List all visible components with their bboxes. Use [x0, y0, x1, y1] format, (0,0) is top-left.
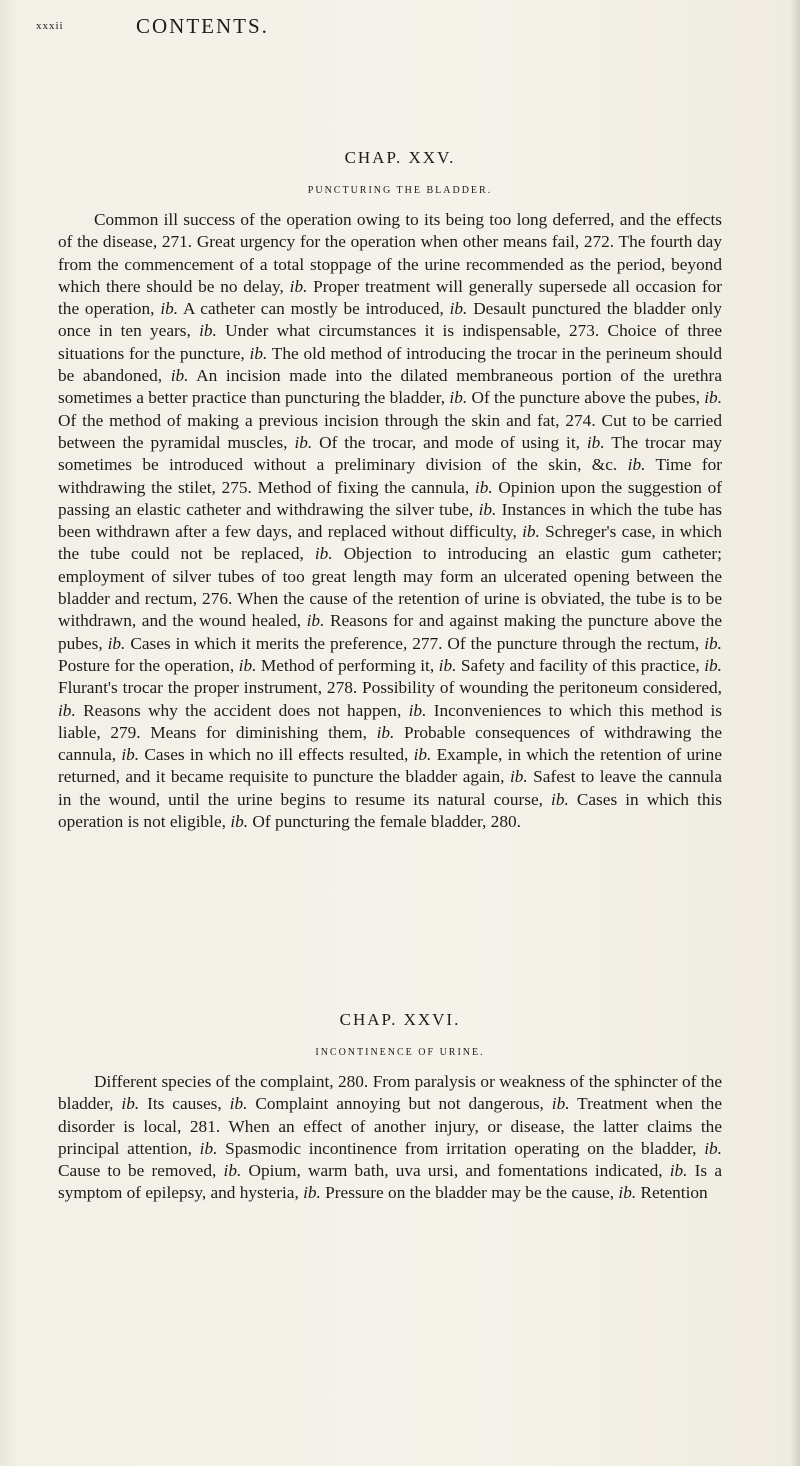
chapter-subtitle: INCONTINENCE OF URINE. — [315, 1047, 485, 1058]
chapter-summary: Different species of the complaint, 280. From paralysis or weakness of the sphincter of the bladder, ib. Its causes, ib. Complaint annoying but not dangerous, ib. Treatment when the disorder is local, 281. When an effect of another injury, or disease, the latter claims the principal attention, ib. Spasmodic incontinence from irritation operating on the bladder, ib. Cause to be removed, ib. Opium, warm bath, uva ursi, and fomentations indicated, ib. Is a symptom of epilepsy, and hysteria, ib. Pressure on the bladder may be the cause, ib. Retention — [58, 1072, 723, 1203]
chapter-heading: CHAP. XXV. — [344, 148, 456, 167]
ibid-abbreviation: ib. — [413, 745, 432, 765]
ibid-abbreviation: ib. — [618, 1183, 637, 1203]
ibid-abbreviation: ib. — [509, 767, 528, 787]
ibid-abbreviation: ib. — [230, 812, 249, 832]
ibid-abbreviation: ib. — [314, 544, 333, 564]
ibid-abbreviation: ib. — [551, 789, 569, 809]
ibid-abbreviation: ib. — [121, 745, 140, 765]
ibid-abbreviation: ib. — [199, 1138, 218, 1158]
ibid-abbreviation: ib. — [58, 700, 76, 720]
ibid-abbreviation: ib. — [669, 1161, 688, 1181]
running-title: CONTENTS. — [136, 14, 269, 38]
chapter-summary: Common ill success of the operation owing to its being too long deferred, and the effects of the disease, 271. Great urgency for the operation when other means fail, 272. The fourth day from the commencement of a total stoppage of the urine recommended as the period, beyond which there should be no delay, ib. Proper treatment will generally supersede all occasion for the operation, ib. A catheter can mostly be introduced, ib. Desault punctured the bladder only once in ten years, ib. Under what circumstances it is indispensable, 273. Choice of three situations for the puncture, ib. The old method of introducing the trocar in the perineum should be abandoned, ib. An incision made into the dilated membraneous portion of the urethra sometimes a better practice than puncturing the bladder, ib. Of the puncture above the pubes, ib. Of the method of making a previous incision through the skin and fat, 274. Cut to be carried between the pyramidal muscles, ib. Of the trocar, and mode of using it, ib. The trocar may sometimes be introduced without a preliminary division of the skin, &c. ib. Time for withdrawing the stilet, 275. Method of fixing the cannula, ib. Opinion upon the suggestion of passing an elastic catheter and withdrawing the silver tube, ib. Instances in which the tube has been withdrawn after a few days, and replaced without difficulty, ib. Schreger's case, in which the tube could not be replaced, ib. Objection to introducing an elastic gum catheter; employment of silver tubes of too great length may form an ulcerated opening between the bladder and rectum, 276. When the cause of the retention of urine is obviated, the tube is to be withdrawn, and the wound healed, ib. Reasons for and against making the puncture above the pubes, ib. Cases in which it merits the preference, 277. Of the puncture through the rectum, ib. Posture for the operation, ib. Method of performing it, ib. Safety and facility of this practice, ib. Flurant's trocar the proper instrument, 278. Possibility of wounding the peritoneum considered, ib. Reasons why the accident does not happen, ib. Inconveniences to which this method is liable, 279. Means for diminishing them, ib. Probable consequences of withdrawing the cannula, ib. Cases in which no ill effects resulted, ib. Example, in which the retention of urine returned, and it became requisite to puncture the bladder again, ib. Safest to leave the cannula in the wound, until the urine begins to resume its natural course, ib. Cases in which this operation is not eligible, ib. Of puncturing the female bladder, 280. — [58, 210, 723, 832]
ibid-abbreviation: ib. — [704, 1138, 722, 1158]
ibid-abbreviation: ib. — [522, 522, 540, 542]
ibid-abbreviation: ib. — [223, 1161, 242, 1181]
ibid-abbreviation: ib. — [306, 611, 325, 631]
ibid-abbreviation: ib. — [474, 477, 493, 497]
ibid-abbreviation: ib. — [704, 633, 722, 653]
ibid-abbreviation: ib. — [238, 655, 257, 675]
ibid-abbreviation: ib. — [376, 722, 395, 742]
ibid-abbreviation: ib. — [449, 388, 468, 408]
ibid-abbreviation: ib. — [170, 366, 189, 386]
running-head — [36, 14, 556, 40]
ibid-abbreviation: ib. — [438, 655, 457, 675]
ibid-abbreviation: ib. — [289, 276, 308, 296]
ibid-abbreviation: ib. — [107, 633, 126, 653]
ibid-abbreviation: ib. — [704, 388, 723, 408]
ibid-abbreviation: ib. — [627, 455, 646, 475]
ibid-abbreviation: ib. — [408, 700, 427, 720]
page-folio: xxxii — [36, 20, 64, 32]
ibid-abbreviation: ib. — [303, 1183, 321, 1203]
ibid-abbreviation: ib. — [121, 1094, 140, 1114]
ibid-abbreviation: ib. — [704, 655, 722, 675]
ibid-abbreviation: ib. — [160, 299, 179, 319]
ibid-abbreviation: ib. — [586, 432, 605, 452]
ibid-abbreviation: ib. — [294, 432, 313, 452]
chapter-heading: CHAP. XXVI. — [339, 1010, 461, 1029]
chapter-subtitle: PUNCTURING THE BLADDER. — [307, 185, 493, 196]
ibid-abbreviation: ib. — [229, 1094, 248, 1114]
ibid-abbreviation: ib. — [199, 321, 217, 341]
ibid-abbreviation: ib. — [478, 499, 497, 519]
ibid-abbreviation: ib. — [449, 299, 468, 319]
ibid-abbreviation: ib. — [249, 343, 268, 363]
ibid-abbreviation: ib. — [551, 1094, 570, 1114]
page-edge-shadow — [790, 0, 800, 1466]
